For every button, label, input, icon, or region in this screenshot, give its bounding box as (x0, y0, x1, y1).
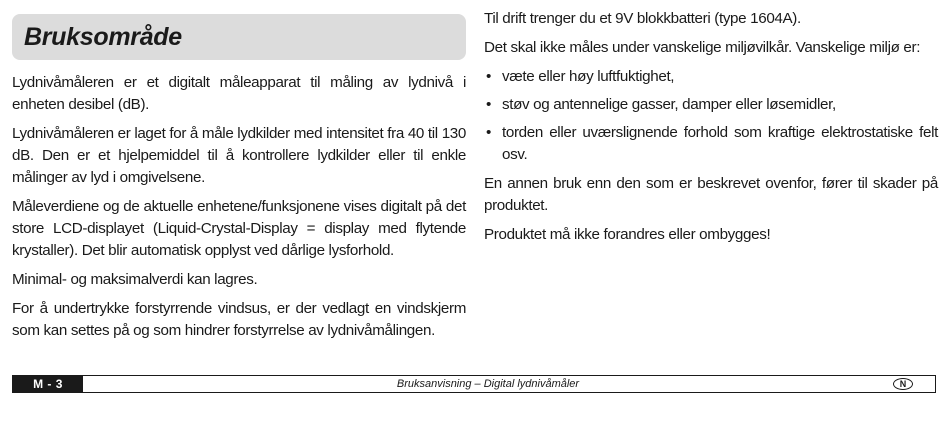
paragraph-environment: Det skal ikke måles under vanskelige miljøvilkår. Vanskelige miljø er: (484, 39, 921, 56)
paragraph-intro: Lydnivåmåleren er et digitalt måleapparat til måling av lydnivå i enheten desibel (dB). (12, 74, 466, 113)
paragraph-misuse: En annen bruk enn den som er beskrevet ovenfor, fører til skader på produktet. (484, 175, 938, 214)
list-item (484, 66, 938, 88)
footer-title: Bruksanvisning – Digital lydnivåmåler (396, 378, 580, 390)
right-column (484, 8, 938, 253)
section-heading-box (12, 14, 466, 60)
bullet-icon: • (486, 68, 491, 85)
list-item-text: støv og antennelige gasser, damper eller løsemidler, (502, 96, 836, 113)
paragraph-display: Måleverdiene og de aktuelle enhetene/funksjonene vises digitalt på det store LCD-displayet (Liquid-Crystal-Display = display med flytende krystaller). Det blir automatisk opplyst ved dårlige lysforhold. (12, 198, 466, 259)
environment-list (484, 66, 938, 166)
page-number: M - 3 (13, 376, 83, 392)
language-badge: N (893, 378, 913, 390)
paragraph-memory: Minimal- og maksimalverdi kan lagres. (12, 271, 258, 288)
paragraph-modification: Produktet må ikke forandres eller ombygges! (484, 226, 771, 243)
left-column (12, 14, 466, 349)
paragraph-battery: Til drift trenger du et 9V blokkbatteri (type 1604A). (484, 10, 801, 27)
list-item (484, 94, 938, 116)
list-item (484, 122, 938, 166)
bullet-icon: • (486, 96, 491, 113)
page-footer (12, 375, 936, 393)
list-item-text: torden eller uværslignende forhold som kraftige elektrostatiske felt osv. (502, 124, 938, 163)
section-heading: Bruksområde (24, 22, 182, 51)
list-item-text: væte eller høy luftfuktighet, (502, 68, 675, 85)
paragraph-range: Lydnivåmåleren er laget for å måle lydkilder med intensitet fra 40 til 130 dB. Den er et hjelpemiddel til å kontrollere lydkilder eller til enkle målinger av lyd i omgivelsene. (12, 125, 466, 186)
paragraph-windscreen: For å undertrykke forstyrrende vindsus, er der vedlagt en vindskjerm som kan settes på og som hindrer forstyrrelse av lydnivåmålingen. (12, 300, 466, 339)
bullet-icon: • (486, 124, 491, 141)
